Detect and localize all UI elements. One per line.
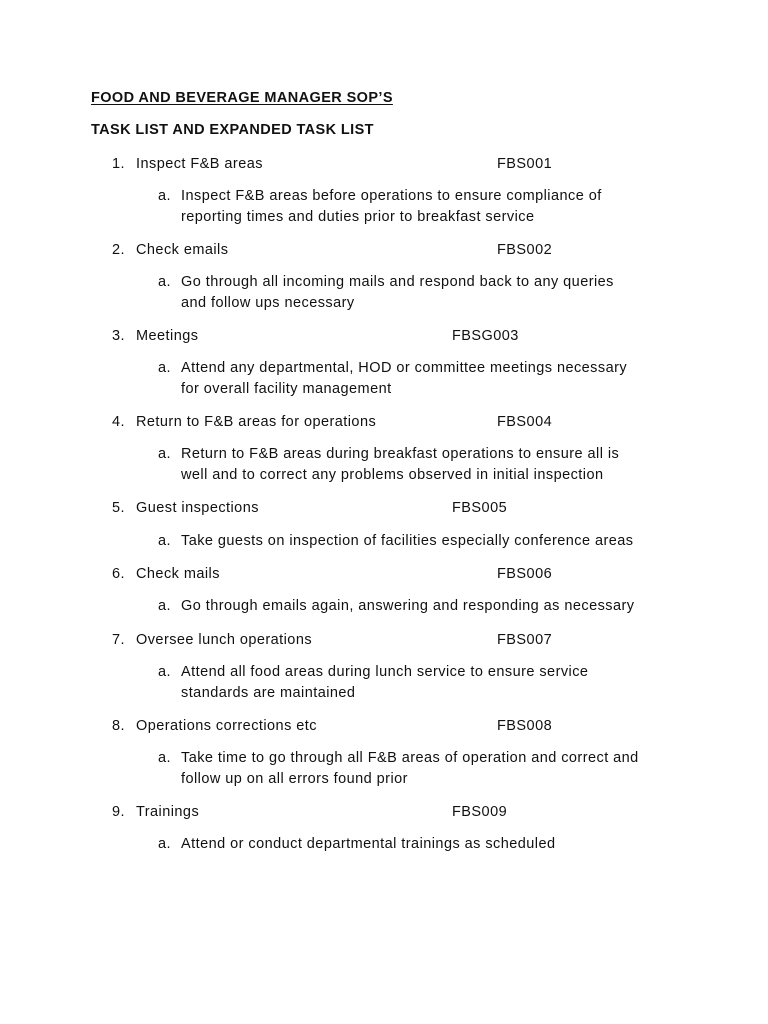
task-number: 5.	[112, 500, 125, 516]
detail-line: Go through all incoming mails and respond back to any queries	[181, 274, 614, 290]
document-title: FOOD AND BEVERAGE MANAGER SOP’S	[91, 90, 393, 106]
task-title: Oversee lunch operations	[136, 632, 313, 648]
task-title: Meetings	[136, 328, 199, 344]
task-code: FBS008	[497, 718, 553, 734]
task-number: 7.	[112, 632, 125, 648]
detail-line: and follow ups necessary	[181, 295, 355, 311]
task-title: Check mails	[136, 566, 220, 582]
task-title: Inspect F&B areas	[136, 156, 263, 172]
task-number: 4.	[112, 414, 125, 430]
detail-letter: a.	[158, 188, 171, 204]
task-number: 8.	[112, 718, 125, 734]
task-code: FBS005	[452, 500, 508, 516]
detail-line: standards are maintained	[181, 685, 356, 701]
detail-letter: a.	[158, 664, 171, 680]
task-number: 3.	[112, 328, 125, 344]
detail-line: Take guests on inspection of facilities especially conference areas	[181, 533, 634, 549]
detail-letter: a.	[158, 533, 171, 549]
detail-letter: a.	[158, 446, 171, 462]
task-code: FBS009	[452, 804, 508, 820]
detail-text	[181, 834, 701, 855]
task-number: 9.	[112, 804, 125, 820]
task-number: 1.	[112, 156, 125, 172]
task-code: FBS001	[497, 156, 553, 172]
detail-line: for overall facility management	[181, 381, 392, 397]
task-title: Check emails	[136, 242, 229, 258]
detail-line: Take time to go through all F&B areas of operation and correct and	[181, 750, 639, 766]
detail-text	[181, 662, 701, 704]
task-title: Operations corrections etc	[136, 718, 317, 734]
task-code: FBS004	[497, 414, 553, 430]
detail-text	[181, 748, 701, 790]
task-title: Trainings	[136, 804, 200, 820]
task-code: FBS006	[497, 566, 553, 582]
detail-line: reporting times and duties prior to breakfast service	[181, 209, 535, 225]
detail-letter: a.	[158, 274, 171, 290]
detail-letter: a.	[158, 836, 171, 852]
detail-line: Inspect F&B areas before operations to ensure compliance of	[181, 188, 602, 204]
detail-line: Attend any departmental, HOD or committee meetings necessary	[181, 360, 628, 376]
detail-line: well and to correct any problems observed in initial inspection	[181, 467, 604, 483]
detail-text	[181, 186, 701, 228]
detail-letter: a.	[158, 750, 171, 766]
task-number: 2.	[112, 242, 125, 258]
task-list-heading: TASK LIST AND EXPANDED TASK LIST	[91, 122, 374, 138]
detail-text	[181, 531, 701, 552]
detail-line: Attend all food areas during lunch service to ensure service	[181, 664, 589, 680]
detail-text	[181, 272, 701, 314]
detail-letter: a.	[158, 360, 171, 376]
detail-line: Return to F&B areas during breakfast operations to ensure all is	[181, 446, 620, 462]
detail-letter: a.	[158, 598, 171, 614]
detail-text	[181, 358, 701, 400]
task-title: Return to F&B areas for operations	[136, 414, 377, 430]
task-number: 6.	[112, 566, 125, 582]
detail-text	[181, 444, 701, 486]
detail-text	[181, 596, 701, 617]
detail-line: Go through emails again, answering and responding as necessary	[181, 598, 635, 614]
task-code: FBS007	[497, 632, 553, 648]
task-title: Guest inspections	[136, 500, 259, 516]
task-code: FBS002	[497, 242, 553, 258]
detail-line: Attend or conduct departmental trainings as scheduled	[181, 836, 556, 852]
task-code: FBSG003	[452, 328, 519, 344]
detail-line: follow up on all errors found prior	[181, 771, 408, 787]
